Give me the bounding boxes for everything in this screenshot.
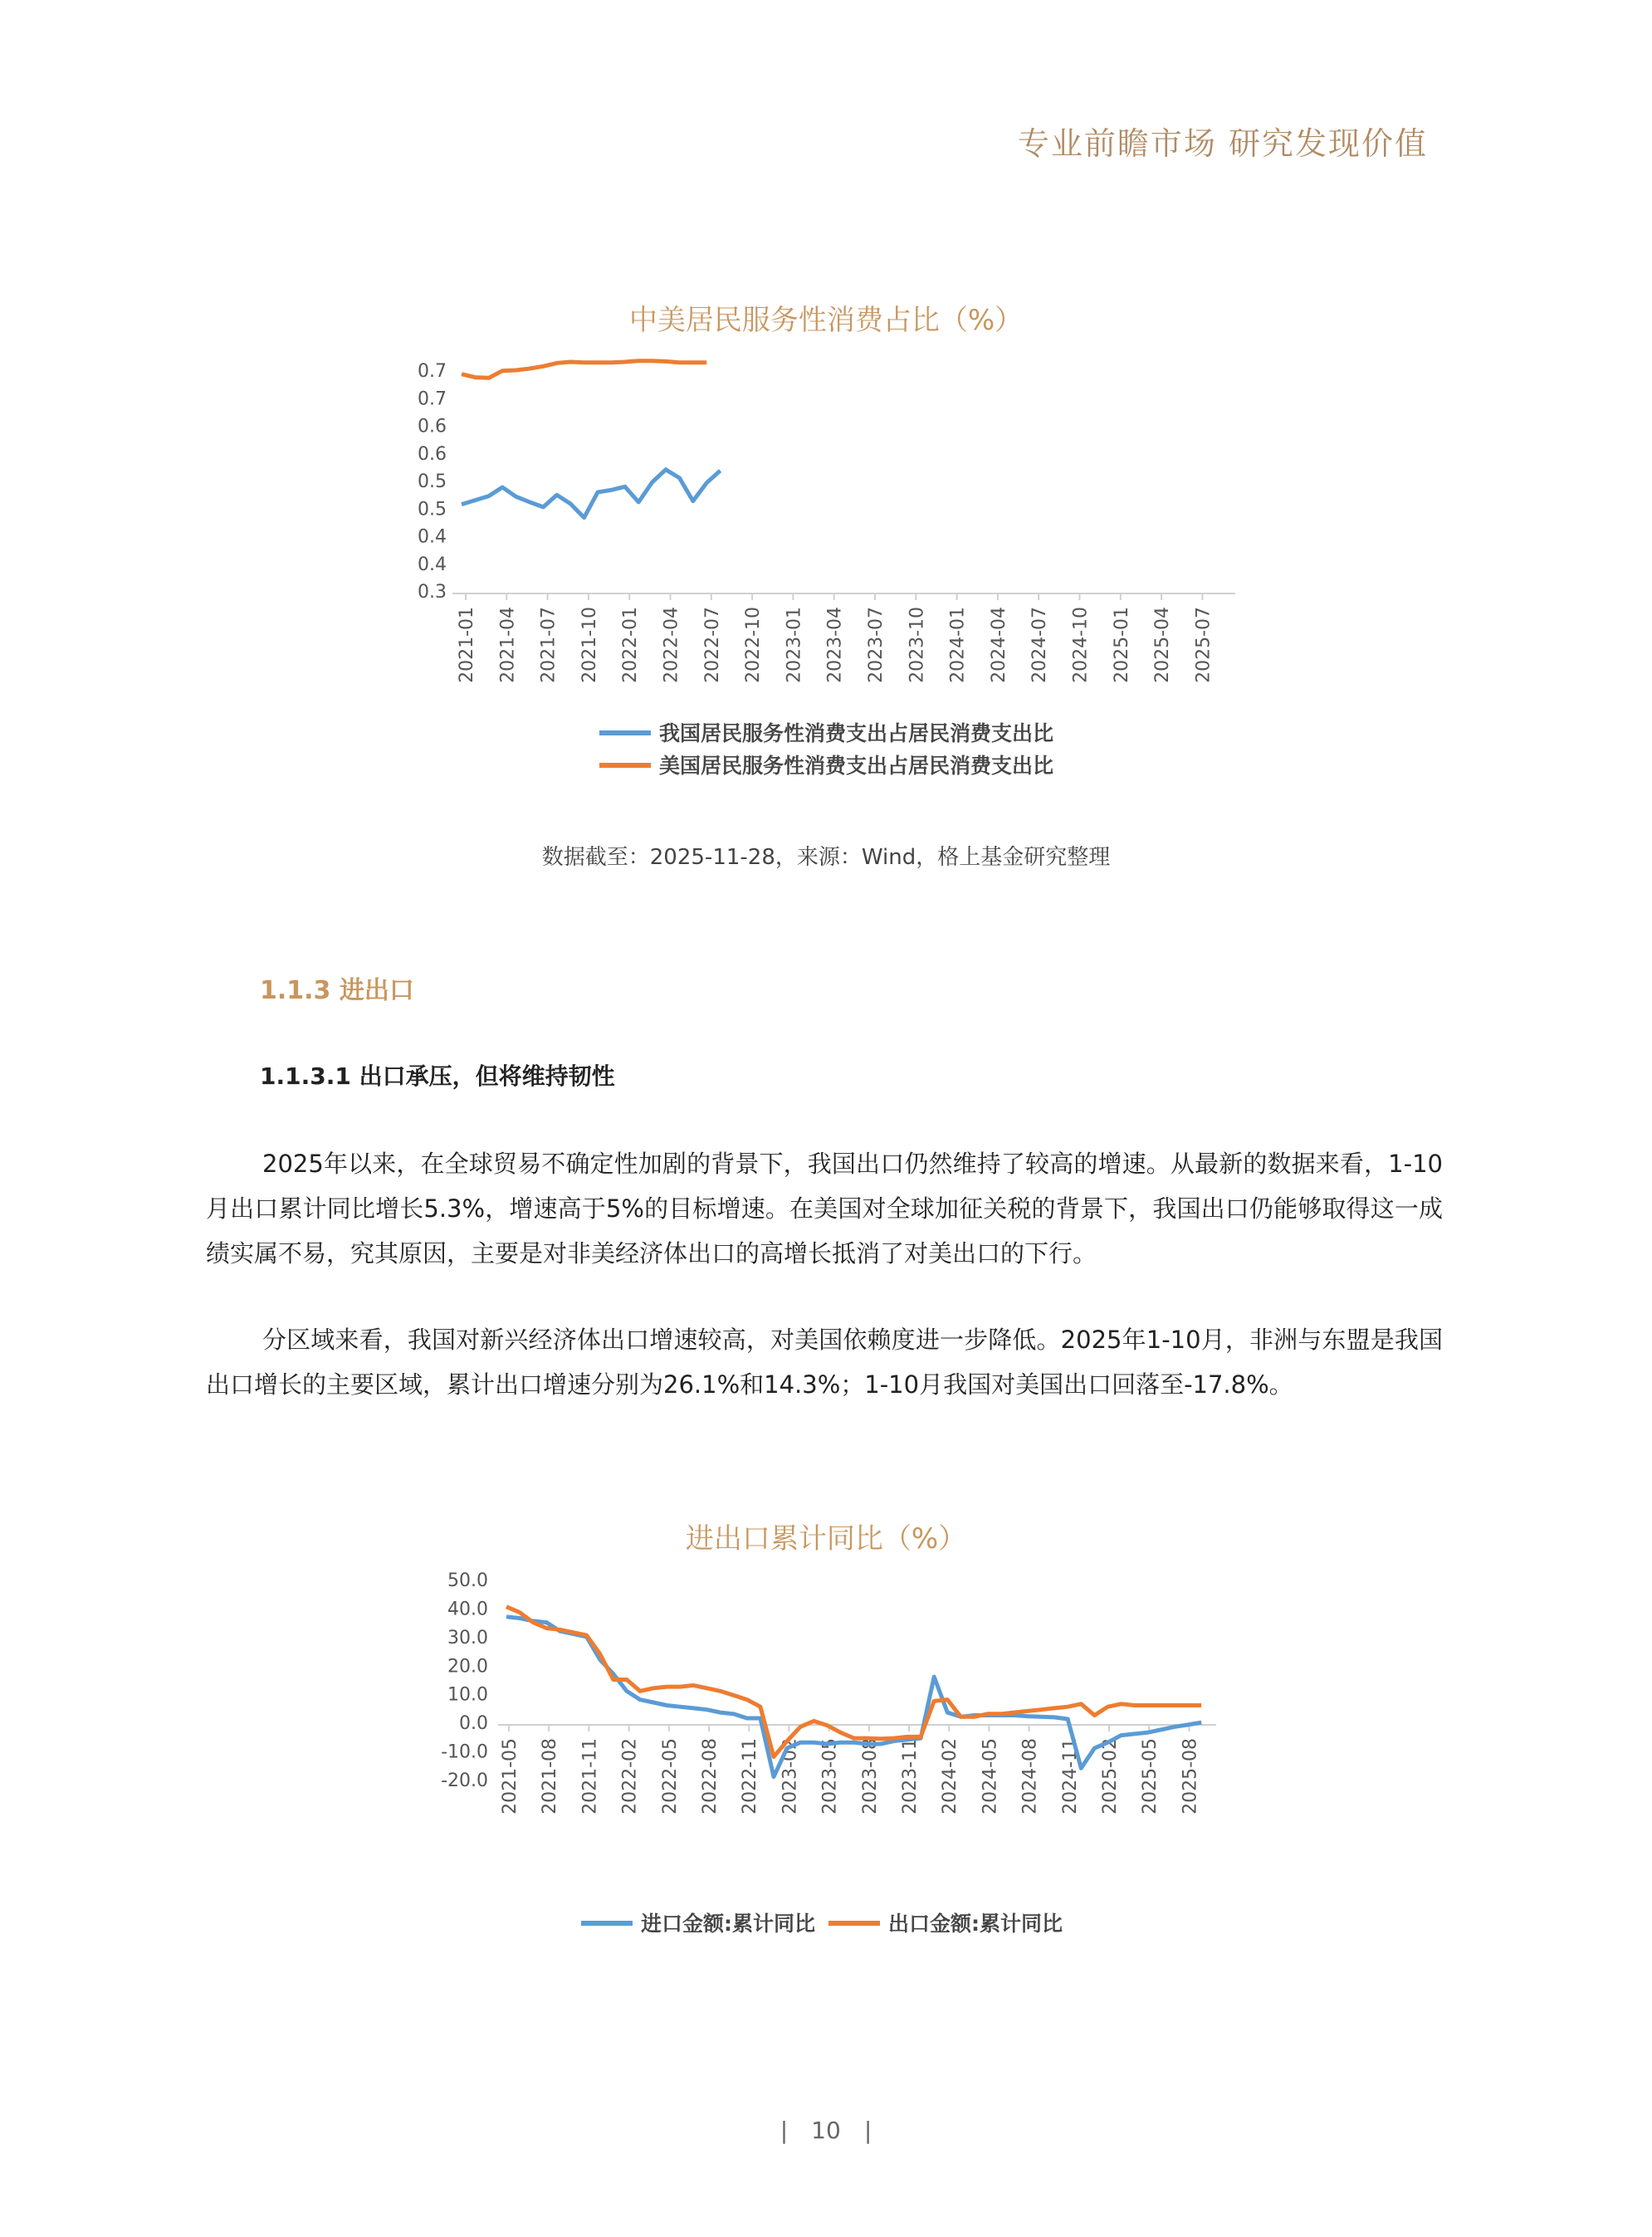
x-tick-label: 2022-04 <box>661 607 682 683</box>
y-tick-label: -20.0 <box>441 1771 488 1791</box>
x-tick-label: 2025-02 <box>1100 1738 1121 1815</box>
y-tick-label: 0.3 <box>418 582 447 603</box>
x-tick-label: 2024-10 <box>1070 607 1092 683</box>
y-tick-label: 0.5 <box>418 499 447 520</box>
x-tick-label: 2023-07 <box>866 607 887 683</box>
y-tick-label: 30.0 <box>447 1627 488 1648</box>
x-tick-label: 2022-10 <box>743 607 765 683</box>
section-heading: 1.1.3 进出口 <box>260 976 414 1005</box>
x-tick-label: 2022-08 <box>700 1738 721 1815</box>
chart-title-trade: 进出口累计同比（%） <box>685 1522 967 1556</box>
y-tick-label: 40.0 <box>447 1599 488 1620</box>
x-tick-label: 2021-10 <box>579 607 600 683</box>
y-tick-label: 0.4 <box>418 554 447 575</box>
chart-trade-yoy <box>0 1536 1652 2000</box>
x-tick-label: 2025-08 <box>1180 1738 1201 1815</box>
series-line-1 <box>506 1617 1201 1777</box>
legend-label-1: 进口金额:累计同比 <box>641 1912 815 1936</box>
x-tick-label: 2025-04 <box>1152 607 1174 683</box>
y-tick-label: 0.4 <box>418 526 447 548</box>
legend-label-2: 美国居民服务性消费支出占居民消费支出比 <box>659 754 1054 778</box>
y-tick-label: 0.6 <box>418 443 447 465</box>
x-tick-label: 2022-07 <box>701 607 723 683</box>
x-tick-label: 2021-01 <box>457 607 477 683</box>
subsection-heading: 1.1.3.1 出口承压，但将维持韧性 <box>260 1062 615 1090</box>
x-tick-label: 2022-01 <box>620 607 642 683</box>
series-line-2 <box>506 1607 1201 1757</box>
y-tick-label: 50.0 <box>447 1570 488 1591</box>
x-tick-label: 2022-02 <box>619 1738 641 1815</box>
page-bar-right: | <box>863 2117 872 2144</box>
x-tick-label: 2021-11 <box>579 1738 601 1815</box>
x-tick-label: 2025-07 <box>1193 607 1215 683</box>
x-tick-label: 2024-02 <box>940 1738 961 1815</box>
paragraph-2: 分区域来看，我国对新兴经济体出口增速较高，对美国依赖度进一步降低。2025年1-10月，非洲与东盟是我国出口增长的主要区域，累计出口增速分别为26.1%和14.3%；1-10月我国对美国出口回落至-17.8%。 <box>206 1326 1443 1399</box>
x-tick-label: 2025-05 <box>1140 1738 1161 1815</box>
x-tick-label: 2021-04 <box>497 607 519 683</box>
x-tick-label: 2023-04 <box>824 607 846 683</box>
y-tick-label: 0.0 <box>459 1713 488 1735</box>
x-tick-label: 2023-10 <box>907 607 928 683</box>
x-tick-label: 2023-02 <box>780 1738 801 1815</box>
y-tick-label: 0.5 <box>418 471 447 492</box>
y-tick-label: 0.7 <box>418 361 447 382</box>
x-tick-label: 2024-04 <box>988 607 1009 683</box>
x-tick-label: 2021-08 <box>540 1738 561 1815</box>
x-tick-label: 2024-05 <box>980 1738 1001 1815</box>
x-tick-label: 2023-08 <box>859 1738 881 1815</box>
x-tick-label: 2023-05 <box>819 1738 841 1815</box>
legend-label-1: 我国居民服务性消费支出占居民消费支出比 <box>659 721 1054 745</box>
chart-service-consumption <box>0 0 1652 830</box>
x-tick-label: 2021-07 <box>538 607 560 683</box>
x-tick-label: 2024-08 <box>1019 1738 1041 1815</box>
x-tick-label: 2022-05 <box>659 1738 681 1815</box>
paragraph-1: 2025年以来，在全球贸易不确定性加剧的背景下，我国出口仍然维持了较高的增速。从最新的数据来看，1-10月出口累计同比增长5.3%，增速高于5%的目标增速。在美国对全球加征关税的背景下，我国出口仍能够取得这一成绩实属不易，究其原因，主要是对非美经济体出口的高增长抵消了对美出口的下行。 <box>206 1150 1443 1267</box>
header-slogan: 专业前瞻市场 研究发现价值 <box>1017 125 1428 162</box>
x-tick-label: 2024-07 <box>1029 607 1051 683</box>
page-bar-left: | <box>780 2117 789 2144</box>
y-tick-label: 0.6 <box>418 416 447 437</box>
y-tick-label: -10.0 <box>441 1741 488 1763</box>
page-number <box>0 2117 1652 2144</box>
x-tick-label: 2025-01 <box>1111 607 1132 683</box>
x-tick-label: 2021-05 <box>500 1738 521 1815</box>
page-number-text: 10 <box>811 2117 841 2144</box>
x-tick-label: 2024-01 <box>947 607 969 683</box>
legend-label-2: 出口金额:累计同比 <box>888 1912 1063 1936</box>
y-tick-label: 10.0 <box>447 1684 488 1706</box>
x-tick-label: 2022-11 <box>740 1738 761 1815</box>
source-note: 数据截至：2025-11-28，来源：Wind，格上基金研究整理 <box>541 845 1111 870</box>
y-tick-label: 0.7 <box>418 388 447 410</box>
x-tick-label: 2024-11 <box>1059 1738 1081 1815</box>
y-tick-label: 20.0 <box>447 1656 488 1678</box>
chart-title-consumption: 中美居民服务性消费占比（%） <box>628 304 1024 337</box>
series-line-2 <box>462 361 706 379</box>
x-tick-label: 2023-01 <box>784 607 805 683</box>
x-tick-label: 2023-11 <box>900 1738 921 1815</box>
series-line-1 <box>462 470 721 518</box>
